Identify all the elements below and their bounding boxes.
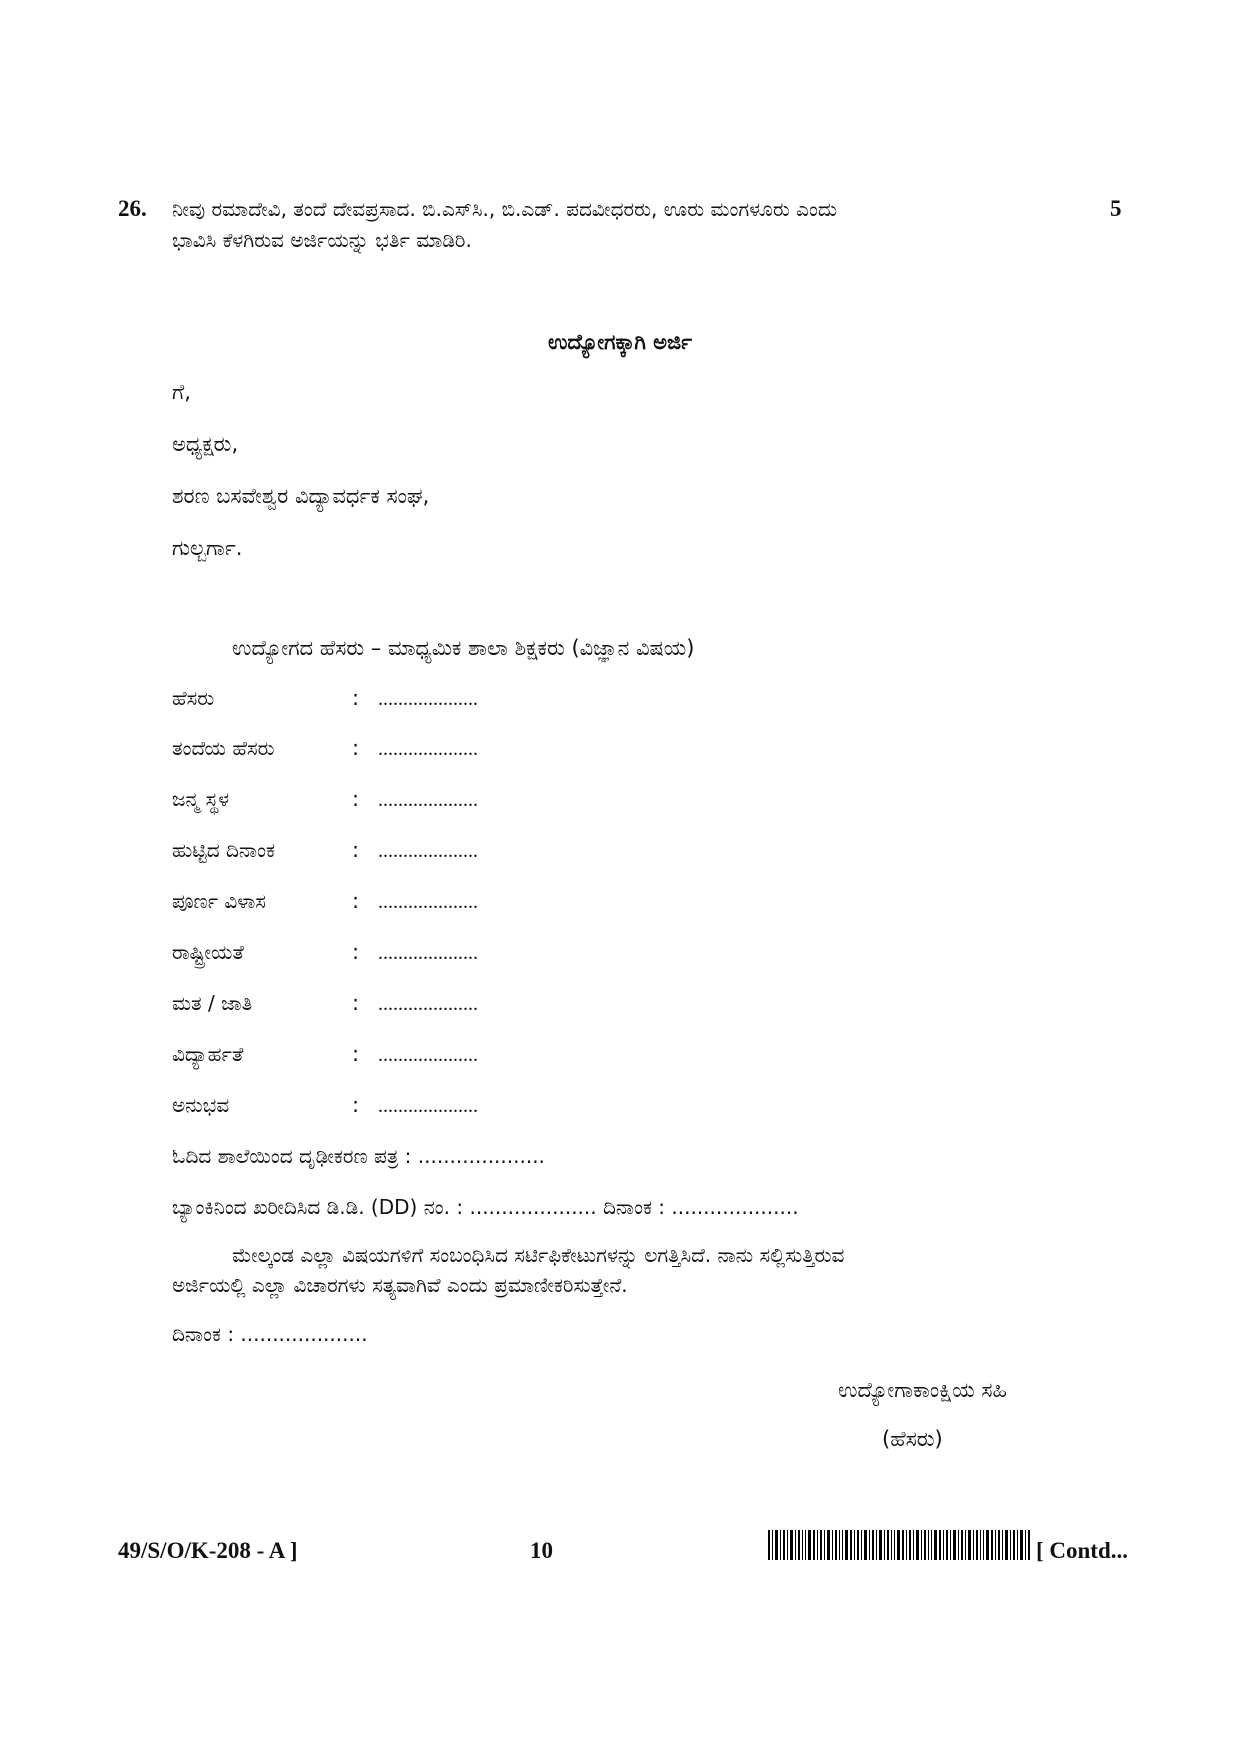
field-colon: : — [352, 787, 360, 811]
field-colon: : — [352, 736, 360, 760]
field-blank-full-address: .................... — [378, 891, 478, 913]
dd-number-line: ಬ್ಯಾಂಕಿನಿಂದ ಖರೀದಿಸಿದ ಡಿ.ಡಿ. (DD) ನಂ. : .................... ದಿನಾಂಕ : .................... — [172, 1195, 799, 1219]
field-blank-religion-caste: .................... — [378, 993, 478, 1015]
field-blank-birth-place: .................... — [378, 789, 478, 811]
job-title-line: ಉದ್ಯೋಗದ ಹೆಸರು – ಮಾಧ್ಯಮಿಕ ಶಾಲಾ ಶಿಕ್ಷಕರು (ವಿಜ್ಞಾನ ವಿಷಯ) — [232, 636, 695, 660]
declaration-line-2: ಅರ್ಜಿಯಲ್ಲಿ ಎಲ್ಲಾ ವಿಚಾರಗಳು ಸತ್ಯವಾಗಿವೆ ಎಂದು ಪ್ರಮಾಣೀಕರಿಸುತ್ತೇನೆ. — [172, 1273, 628, 1297]
address-line-organisation: ಶರಣ ಬಸವೇಶ್ವರ ವಿದ್ಯಾವರ್ಧಕ ಸಂಘ, — [172, 484, 430, 508]
field-label-qualification: ವಿದ್ಯಾರ್ಹತೆ — [172, 1042, 244, 1066]
question-text-line-1: ನೀವು ರಮಾದೇವಿ, ತಂದೆ ದೇವಪ್ರಸಾದ. ಬಿ.ಎಸ್‌ಸಿ., ಬಿ.ಎಡ್. ಪದವೀಧರರು, ಊರು ಮಂಗಳೂರು ಎಂದು — [172, 197, 838, 221]
question-number: 26. — [118, 196, 147, 221]
field-label-birth-date: ಹುಟ್ಟಿದ ದಿನಾಂಕ — [172, 838, 275, 862]
field-label-name: ಹೆಸರು — [172, 686, 215, 710]
field-colon: : — [352, 889, 360, 913]
field-blank-qualification: .................... — [378, 1044, 478, 1066]
field-blank-nationality: .................... — [378, 942, 478, 964]
date-line: ದಿನಾಂಕ : .................... — [172, 1322, 368, 1346]
question-text-line-2: ಭಾವಿಸಿ ಕೆಳಗಿರುವ ಅರ್ಜಿಯನ್ನು ಭರ್ತಿ ಮಾಡಿರಿ. — [172, 228, 472, 252]
field-label-religion-caste: ಮತ / ಜಾತಿ — [172, 991, 253, 1015]
applicant-signature: ಉದ್ಯೋಗಾಕಾಂಕ್ಷಿಯ ಸಹಿ — [838, 1378, 1007, 1402]
continued-label: [ Contd... — [1036, 1538, 1129, 1563]
field-blank-name: .................... — [378, 688, 478, 710]
address-line-to: ಗೆ, — [172, 380, 191, 404]
page-number: 10 — [530, 1538, 553, 1563]
field-blank-experience: .................... — [378, 1095, 478, 1117]
field-label-experience: ಅನುಭವ — [172, 1093, 230, 1117]
declaration-line-1: ಮೇಲ್ಕಂಡ ಎಲ್ಲಾ ವಿಷಯಗಳಿಗೆ ಸಂಬಂಧಿಸಿದ ಸರ್ಟಿಫಿಕೇಟುಗಳನ್ನು ಲಗತ್ತಿಸಿದೆ. ನಾನು ಸಲ್ಲಿಸುತ್ತಿರುವ — [232, 1243, 845, 1267]
field-colon: : — [352, 1042, 360, 1066]
field-blank-father-name: .................... — [378, 738, 478, 760]
field-label-birth-place: ಜನ್ಮ ಸ್ಥಳ — [172, 787, 230, 811]
address-line-city: ಗುಲ್ಬರ್ಗಾ. — [172, 536, 243, 560]
address-line-president: ಅಧ್ಯಕ್ಷರು, — [172, 432, 239, 456]
field-colon: : — [352, 686, 360, 710]
field-colon: : — [352, 940, 360, 964]
paper-code: 49/S/O/K-208 - A ] — [118, 1538, 298, 1563]
question-marks: 5 — [1110, 196, 1122, 221]
field-colon: : — [352, 838, 360, 862]
applicant-name-placeholder: (ಹೆಸರು) — [882, 1427, 943, 1451]
field-colon: : — [352, 991, 360, 1015]
field-colon: : — [352, 1093, 360, 1117]
barcode-icon — [768, 1530, 1030, 1560]
field-label-nationality: ರಾಷ್ಟ್ರೀಯತೆ — [172, 940, 244, 964]
field-label-full-address: ಪೂರ್ಣ ವಿಳಾಸ — [172, 889, 266, 913]
field-blank-birth-date: .................... — [378, 840, 478, 862]
field-label-father-name: ತಂದೆಯ ಹೆಸರು — [172, 736, 275, 760]
school-certificate-line: ಓದಿದ ಶಾಲೆಯಿಂದ ದೃಢೀಕರಣ ಪತ್ರ : .................... — [172, 1144, 545, 1168]
form-heading: ಉದ್ಯೋಗಕ್ಕಾಗಿ ಅರ್ಜಿ — [547, 330, 693, 354]
